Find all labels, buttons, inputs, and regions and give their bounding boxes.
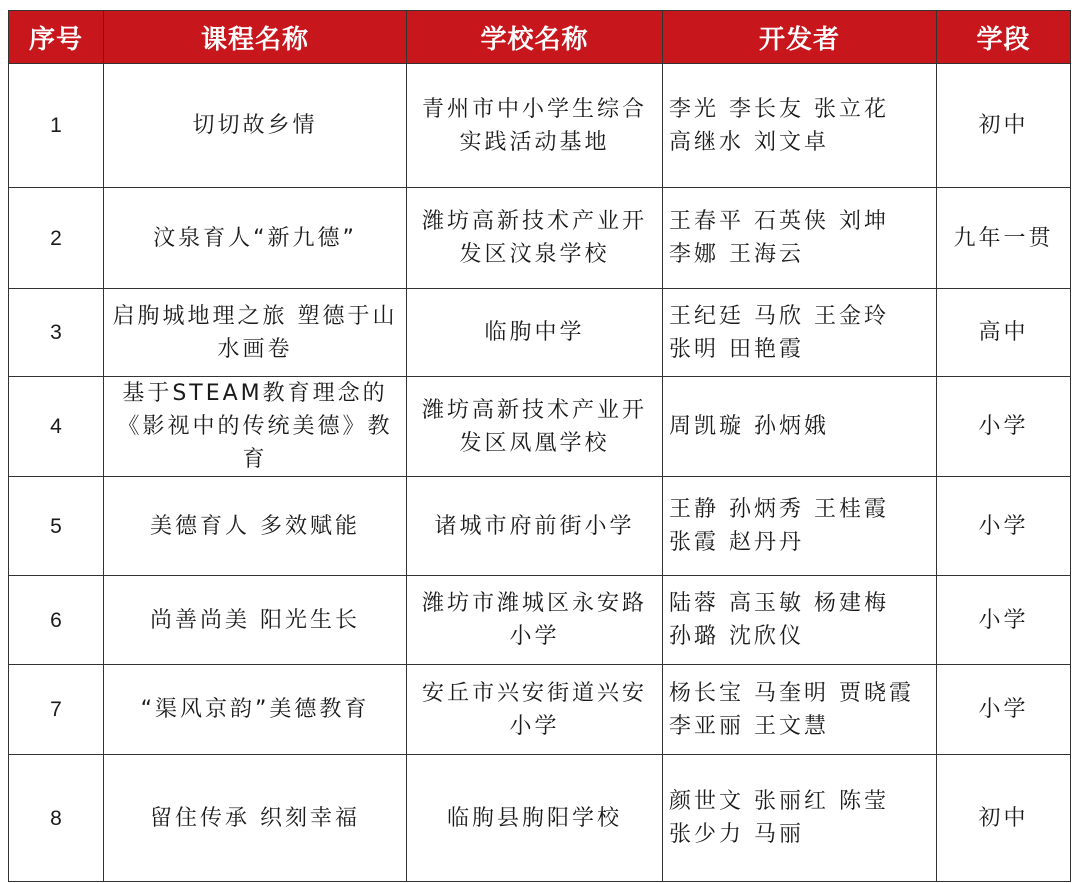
developer-line: 颜世文 张丽红 陈莹 [669, 789, 889, 814]
cell-no: 8 [9, 755, 104, 882]
cell-stage: 小学 [937, 477, 1071, 576]
table-row [9, 64, 1071, 188]
cell-course-name: 基于STEAM教育理念的《影视中的传统美德》教育 [104, 377, 407, 477]
cell-no: 6 [9, 576, 104, 665]
cell-course-name: 尚善尚美 阳光生长 [104, 576, 407, 665]
table-row [9, 377, 1071, 477]
table-row [9, 477, 1071, 576]
cell-developers [663, 755, 937, 882]
table-row [9, 289, 1071, 377]
developer-line: 张少力 马丽 [669, 822, 804, 847]
cell-school-name: 安丘市兴安街道兴安小学 [407, 665, 663, 755]
cell-school-name: 青州市中小学生综合实践活动基地 [407, 64, 663, 188]
cell-no: 7 [9, 665, 104, 755]
cell-stage: 小学 [937, 665, 1071, 755]
developer-line: 王纪廷 马欣 王金玲 [669, 303, 889, 329]
cell-course-name: 美德育人 多效赋能 [104, 477, 407, 576]
cell-stage: 小学 [937, 377, 1071, 477]
cell-no: 3 [9, 289, 104, 377]
cell-stage: 初中 [937, 64, 1071, 188]
header-school-name: 学校名称 [407, 11, 663, 64]
cell-developers [663, 289, 937, 377]
cell-course-name: “渠风京韵”美德教育 [104, 665, 407, 755]
table-row [9, 188, 1071, 289]
table-header [9, 11, 1071, 64]
cell-no: 4 [9, 377, 104, 477]
cell-developers [663, 477, 937, 576]
developer-line: 陆蓉 高玉敏 杨建梅 [669, 591, 889, 616]
header-course-name: 课程名称 [104, 11, 407, 64]
header-stage: 学段 [937, 11, 1071, 64]
table-row [9, 755, 1071, 882]
developer-line: 张明 田艳霞 [669, 336, 804, 362]
developer-line: 孙璐 沈欣仪 [669, 624, 804, 649]
table-row [9, 576, 1071, 665]
developer-line: 高继水 刘文卓 [669, 129, 829, 155]
developer-line: 李亚丽 王文慧 [669, 713, 829, 739]
cell-no: 1 [9, 64, 104, 188]
cell-school-name: 潍坊高新技术产业开发区凤凰学校 [407, 377, 663, 477]
cell-developers [663, 64, 937, 188]
cell-stage: 九年一贯 [937, 188, 1071, 289]
cell-course-name: 切切故乡情 [104, 64, 407, 188]
cell-school-name: 诸城市府前街小学 [407, 477, 663, 576]
developer-line: 王静 孙炳秀 王桂霞 [669, 497, 889, 522]
cell-stage: 小学 [937, 576, 1071, 665]
table-row [9, 665, 1071, 755]
cell-no: 2 [9, 188, 104, 289]
cell-developers [663, 377, 937, 477]
cell-course-name: 启朐城地理之旅 塑德于山水画卷 [104, 289, 407, 377]
cell-no: 5 [9, 477, 104, 576]
developer-line: 杨长宝 马奎明 贾晓霞 [669, 680, 914, 706]
header-row [9, 11, 1071, 64]
cell-developers [663, 665, 937, 755]
cell-developers [663, 576, 937, 665]
cell-school-name: 临朐中学 [407, 289, 663, 377]
cell-stage: 高中 [937, 289, 1071, 377]
developer-line: 周凯璇 孙炳娥 [669, 414, 829, 439]
cell-school-name: 潍坊高新技术产业开发区汶泉学校 [407, 188, 663, 289]
cell-course-name: 留住传承 织刻幸福 [104, 755, 407, 882]
cell-school-name: 临朐县朐阳学校 [407, 755, 663, 882]
developer-line: 张霞 赵丹丹 [669, 530, 804, 555]
developer-line: 李光 李长友 张立花 [669, 96, 889, 122]
cell-stage: 初中 [937, 755, 1071, 882]
table-body [9, 64, 1071, 882]
header-developer: 开发者 [663, 11, 937, 64]
developer-line: 王春平 石英侠 刘坤 [669, 209, 889, 234]
cell-school-name: 潍坊市潍城区永安路小学 [407, 576, 663, 665]
header-no: 序号 [9, 11, 104, 64]
course-list-table [8, 10, 1071, 882]
cell-course-name: 汶泉育人“新九德” [104, 188, 407, 289]
cell-developers [663, 188, 937, 289]
developer-line: 李娜 王海云 [669, 242, 804, 267]
